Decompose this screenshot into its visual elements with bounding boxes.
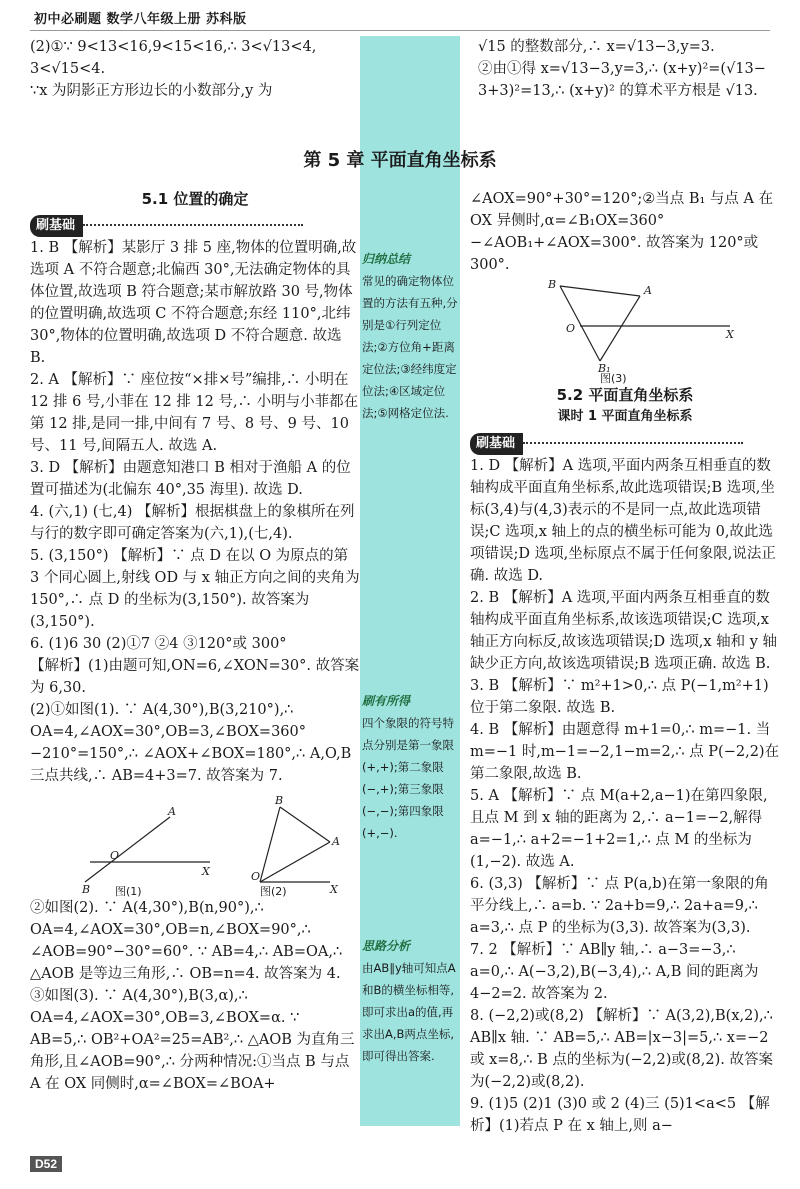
answer-item: 3. D 【解析】由题意知港口 B 相对于渔船 A 的位置可描述为(北偏东 40°,35 海里). 故选 D. [30,460,351,498]
svg-text:B: B [548,278,557,291]
answer-item: ∠AOX=90°+30°=120°;②当点 B₁ 与点 A 在 OX 异侧时,α=∠B₁OX=360°−∠AOB₁+∠AOX=300°. 故答案为 120°或 300°. [470,191,774,273]
top-right-text [478,36,778,102]
geometry-figures [30,787,360,897]
svg-text:B: B [275,794,284,807]
svg-text:X: X [202,865,210,878]
answer-item: 8. (−2,2)或(8,2) 【解析】∵ A(3,2),B(x,2),∴ AB∥x 轴. ∵ AB=5,∴ AB=|x−3|=5,∴ x=−2 或 x=8,∴ B 点的坐标为(−2,2)或(8,2). 故答案为(−2,2)或(8,2). [470,1008,773,1090]
text-line: 3<√15<4. [30,61,106,77]
svg-text:A: A [644,284,652,297]
answer-item: 2. A 【解析】∵ 座位按“×排×号”编排,∴ 小明在 12 排 6 号,小菲在 12 排 12 号,∴ 小明与小菲都在第 12 排,是同一排,中间有 7 号、8 号、9 号、10 号、11 号,间隔五人. 故选 A. [30,372,359,454]
figure-3 [470,276,780,384]
answer-item: 9. (1)5 (2)1 (3)0 或 2 (4)三 (5)1<a<5 【解析】(1)若点 P 在 x 轴上,则 a− [470,1096,770,1134]
answer-item: 1. B 【解析】某影厅 3 排 5 座,物体的位置明确,故选项 A 不符合题意;北偏西 30°,无法确定物体的具体位置,故选项 B 符合题意;某市解放路 30 号,物体的位置明确,故选项 C 不符合题意;东经 110°,北纬 30°,物体的位置明确,故选项 D 不符合题意. 故选 B. [30,240,357,366]
note-tag: 归纳总结 [362,252,411,266]
header-rule [30,30,770,31]
answer-item: 4. (六,1) (七,4) 【解析】根据棋盘上的象棋所在列与行的数字即可确定答案为(六,1),(七,4). [30,504,355,542]
left-column [30,188,360,1095]
chapter-title: 第 5 章 平面直角坐标系 [303,150,497,171]
text-line: (2)①∵ 9<13<16,9<15<16,∴ 3<√13<4, [30,39,317,55]
svg-text:A: A [168,805,176,818]
dotted-divider [523,442,743,444]
page-number: D52 [30,1156,62,1172]
answer-item: 1. D 【解析】A 选项,平面内两条互相垂直的数轴构成平面直角坐标系,故此选项错误;B 选项,坐标(3,4)与(4,3)表示的不是同一点,故此选项错误;C 选项,x 轴上的点的横坐标可能为 0,故此选项错误;D 选项,坐标原点不属于任何象限,说法正确. 故选 D. [470,458,776,584]
text-line: ∵x 为阴影正方形边长的小数部分,y 为 [30,83,273,99]
svg-text:O: O [251,870,261,883]
svg-text:B₁: B₁ [598,362,611,372]
text-line: √15 的整数部分,∴ x=√13−3,y=3. [478,39,715,55]
right-column [470,188,780,1137]
answer-item: 6. (1)6 30 (2)①7 ②4 ③120°或 300° [30,636,287,652]
text-line: 3+3)²=13,∴ (x+y)² 的算术平方根是 √13. [478,83,758,99]
note-text: 常见的确定物体位置的方法有五种,分别是①行列定位法;②方位角+距离定位法;③经纬度定位法;④区域定位法;⑤网格定位法. [362,274,458,420]
badge-basic: 刷基础 [30,215,83,237]
section-title: 5.2 平面直角坐标系 [556,386,694,404]
badge-basic: 刷基础 [470,433,523,455]
svg-text:O: O [110,849,120,862]
figure-caption: 图(1) [115,885,142,898]
answer-item: ②如图(2). ∵ A(4,30°),B(n,90°),∴ OA=4,∠AOX=30°,OB=n,∠BOX=90°,∴ ∠AOB=90°−30°=60°. ∵ AB=4,∴ AB=OA,∴ △AOB 是等边三角形,∴ OB=n=4. 故答案为 4. [30,900,343,982]
answer-item: 5. A 【解析】∵ 点 M(a+2,a−1)在第四象限,且点 M 到 x 轴的距离为 2,∴ a−1=−2,解得 a=−1,∴ a+2=−1+2=1,∴ 点 M 的坐标为(1,−2). 故选 A. [470,788,768,870]
dotted-divider [83,224,303,226]
note-summary [362,248,458,424]
svg-text:B: B [82,883,91,896]
note-analysis [362,935,458,1067]
answer-item: 5. (3,150°) 【解析】∵ 点 D 在以 O 为原点的第 3 个同心圆上,射线 OD 与 x 轴正方向之间的夹角为 150°,∴ 点 D 的坐标为(3,150°). 故答案为(3,150°). [30,548,360,630]
page-header: 初中必刷题 数学八年级上册 苏科版 [34,12,247,27]
note-text: 四个象限的符号特点分别是第一象限(+,+);第二象限(−,+);第三象限(−,−);第四象限(+,−). [362,716,454,840]
note-gain [362,690,458,844]
lesson-title: 课时 1 平面直角坐标系 [557,409,693,424]
answer-item: 6. (3,3) 【解析】∵ 点 P(a,b)在第一象限的角平分线上,∴ a=b. ∵ 2a+b=9,∴ 2a+a=9,∴ a=3,∴ 点 P 的坐标为(3,3). 故答案为(3,3). [470,876,769,936]
answer-item: 4. B 【解析】由题意得 m+1=0,∴ m=−1. 当 m=−1 时,m−1=−2,1−m=2,∴ 点 P(−2,2)在第二象限,故选 B. [470,722,780,782]
text-line: ②由①得 x=√13−3,y=3,∴ (x+y)²=(√13− [478,61,766,77]
svg-text:X: X [330,883,338,896]
svg-text:O: O [566,322,576,335]
answer-item: 7. 2 【解析】∵ AB∥y 轴,∴ a−3=−3,∴ a=0,∴ A(−3,2),B(−3,4),∴ A,B 间的距离为 4−2=2. 故答案为 2. [470,942,759,1002]
note-text: 由AB∥y轴可知点A和B的横坐标相等,即可求出a的值,再求出A,B两点坐标,即可得出答案. [362,961,456,1063]
svg-text:A: A [332,835,340,848]
geometry-figure [540,276,740,372]
answer-item: ③如图(3). ∵ A(4,30°),B(3,α),∴ OA=4,∠AOX=30°,OB=3,∠BOX=α. ∵ AB=5,∴ OB²+OA²=25=AB²,∴ △AOB 为直角三角形,且∠AOB=90°,∴ 分两种情况:①当点 B 与点 A 在 OX 同侧时,α=∠BOX=∠BOA+ [30,988,355,1092]
figures-1-2 [30,787,360,897]
section-title: 5.1 位置的确定 [141,190,249,208]
figure-caption: 图(3) [600,372,627,385]
note-tag: 思路分析 [362,939,411,953]
top-left-text [30,36,358,102]
answer-item: (2)①如图(1). ∵ A(4,30°),B(3,210°),∴ OA=4,∠AOX=30°,OB=3,∠BOX=360°−210°=150°,∴ ∠AOX+∠BOX=180°,∴ A,O,B 三点共线,∴ AB=4+3=7. 故答案为 7. [30,702,352,784]
figure-caption: 图(2) [260,885,287,898]
answer-item: 【解析】(1)由题可知,ON=6,∠XON=30°. 故答案为 6,30. [30,658,360,696]
note-tag: 刷有所得 [362,694,411,708]
svg-text:X: X [726,328,734,341]
answer-item: 3. B 【解析】∵ m²+1>0,∴ 点 P(−1,m²+1)位于第二象限. 故选 B. [470,678,769,716]
answer-item: 2. B 【解析】A 选项,平面内两条互相垂直的数轴构成平面直角坐标系,故该选项错误;C 选项,x 轴正方向标反,故该选项错误;D 选项,x 轴和 y 轴缺少正方向,故该选项错误;B 选项正确. 故选 B. [470,590,778,672]
